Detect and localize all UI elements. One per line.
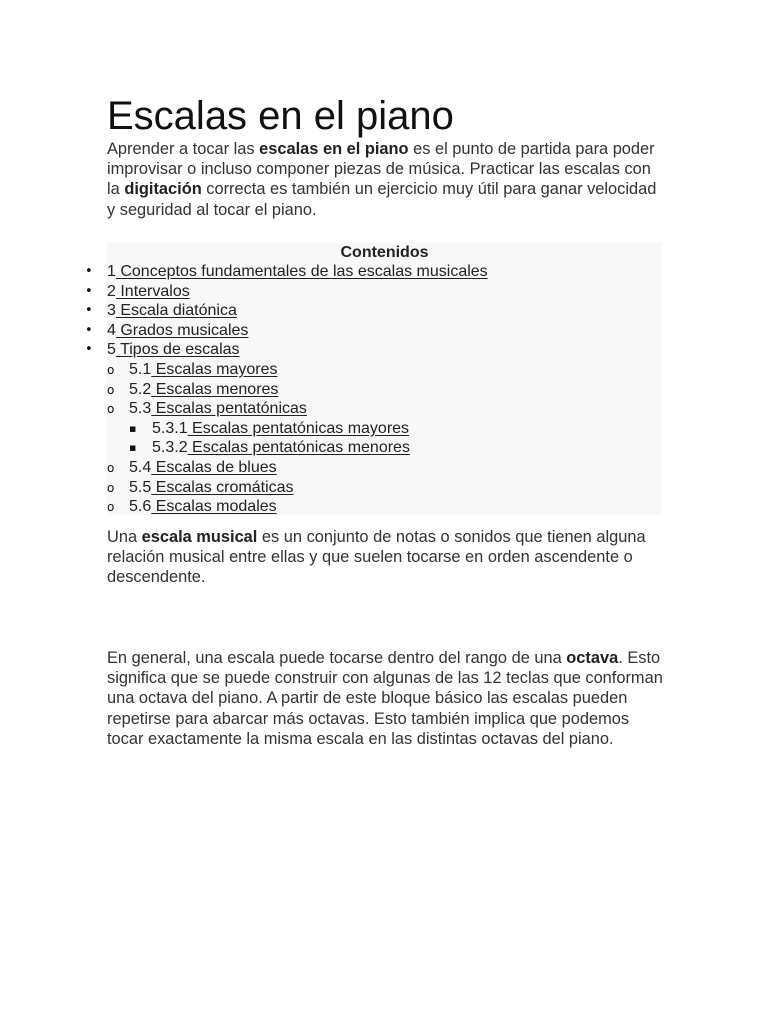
bullet-icon: • — [85, 342, 93, 358]
bullet-icon: ▪ — [129, 441, 137, 455]
toc-item-link[interactable]: Escalas de blues — [151, 459, 277, 476]
table-of-contents — [85, 242, 662, 516]
toc-item-number: 5.3.1 — [152, 419, 188, 437]
paragraph-octava — [107, 648, 663, 749]
toc-item-number: 2 — [107, 282, 116, 300]
toc-item-number: 5.4 — [129, 459, 152, 476]
toc-item-number: 3 — [107, 302, 116, 320]
page-title: Escalas en el piano — [107, 94, 454, 138]
toc-item-number: 5.3.2 — [152, 439, 188, 457]
bullet-icon: ▪ — [129, 421, 137, 435]
bullet-icon: o — [107, 500, 115, 515]
para1-bold-1: escala musical — [141, 528, 258, 546]
toc-item-link[interactable]: Escalas pentatónicas mayores — [187, 419, 410, 437]
toc-item[interactable] — [129, 438, 410, 458]
toc-item-link[interactable]: Escalas pentatónicas — [151, 400, 307, 418]
para2-text-1: En general, una escala puede tocarse dentro del rango de una — [107, 649, 567, 667]
toc-item[interactable] — [85, 301, 237, 321]
toc-item-link[interactable]: Escalas modales — [151, 498, 277, 516]
toc-item-number: 5.1 — [129, 361, 152, 378]
bullet-icon: o — [107, 363, 115, 377]
toc-item-link[interactable]: Escalas pentatónicas menores — [187, 439, 410, 457]
toc-item-link[interactable]: Escalas mayores — [151, 361, 278, 378]
toc-item-link[interactable]: Tipos de escalas — [115, 341, 240, 359]
bullet-icon: • — [85, 283, 93, 299]
toc-item-link[interactable]: Conceptos fundamentales de las escalas musicales — [115, 263, 488, 280]
bullet-icon: o — [107, 461, 115, 475]
toc-item[interactable] — [107, 380, 279, 400]
para1-text-1: Una — [107, 528, 142, 546]
toc-item[interactable] — [129, 419, 410, 439]
toc-item-number: 5.6 — [129, 498, 152, 516]
toc-item[interactable] — [85, 321, 249, 341]
bullet-icon: o — [107, 382, 115, 397]
toc-item-number: 4 — [107, 321, 116, 339]
toc-item[interactable] — [85, 340, 240, 360]
toc-item-link[interactable]: Escala diatónica — [115, 302, 237, 320]
bullet-icon: o — [107, 480, 115, 495]
intro-bold-1: escalas en el piano — [259, 140, 409, 158]
toc-item-number: 5.5 — [129, 478, 152, 496]
toc-item-link[interactable]: Escalas cromáticas — [151, 478, 294, 496]
toc-item[interactable] — [107, 478, 294, 498]
intro-text-3: correcta es también un ejercicio muy útil para ganar velocidad y seguridad al tocar el piano. — [107, 180, 657, 219]
para2-bold-1: octava — [566, 649, 619, 667]
paragraph-escala-musical — [107, 527, 663, 588]
toc-item-link[interactable]: Grados musicales — [115, 321, 249, 339]
toc-item[interactable] — [107, 458, 277, 478]
bullet-icon: • — [85, 322, 93, 338]
toc-item-number: 1 — [107, 263, 116, 280]
intro-bold-2: digitación — [124, 180, 202, 199]
toc-item[interactable] — [107, 360, 278, 380]
toc-item-number: 5 — [107, 341, 116, 359]
toc-item[interactable] — [107, 497, 277, 517]
intro-text-2: es el punto de partida para poder improvisar o incluso componer piezas de música. Practicar las escalas con la — [107, 140, 655, 199]
toc-title: Contenidos — [340, 244, 429, 261]
toc-item[interactable] — [85, 282, 190, 302]
bullet-icon: • — [85, 303, 93, 319]
bullet-icon: o — [107, 402, 115, 417]
intro-paragraph — [107, 139, 663, 220]
toc-item-link[interactable]: Escalas menores — [151, 380, 279, 398]
toc-item[interactable] — [85, 262, 488, 282]
toc-item-number: 5.2 — [129, 380, 152, 398]
para1-text-2: es un conjunto de notas o sonidos que tienen alguna relación musical entre ellas y que suelen tocarse en orden ascendente o descendente. — [107, 528, 646, 587]
toc-item-number: 5.3 — [129, 400, 152, 418]
para2-text-2: . Esto significa que se puede construir con algunas de las 12 teclas que conforman una octava del piano. A partir de este bloque básico las escalas pueden repetirse para abarcar más octavas. Esto también implica que podemos tocar exactamente la misma escala en las distintas octavas del piano. — [107, 649, 663, 748]
bullet-icon: • — [85, 264, 93, 279]
intro-text-1: Aprender a tocar las — [107, 140, 260, 158]
toc-item-link[interactable]: Intervalos — [115, 282, 190, 300]
toc-item[interactable] — [107, 399, 307, 419]
